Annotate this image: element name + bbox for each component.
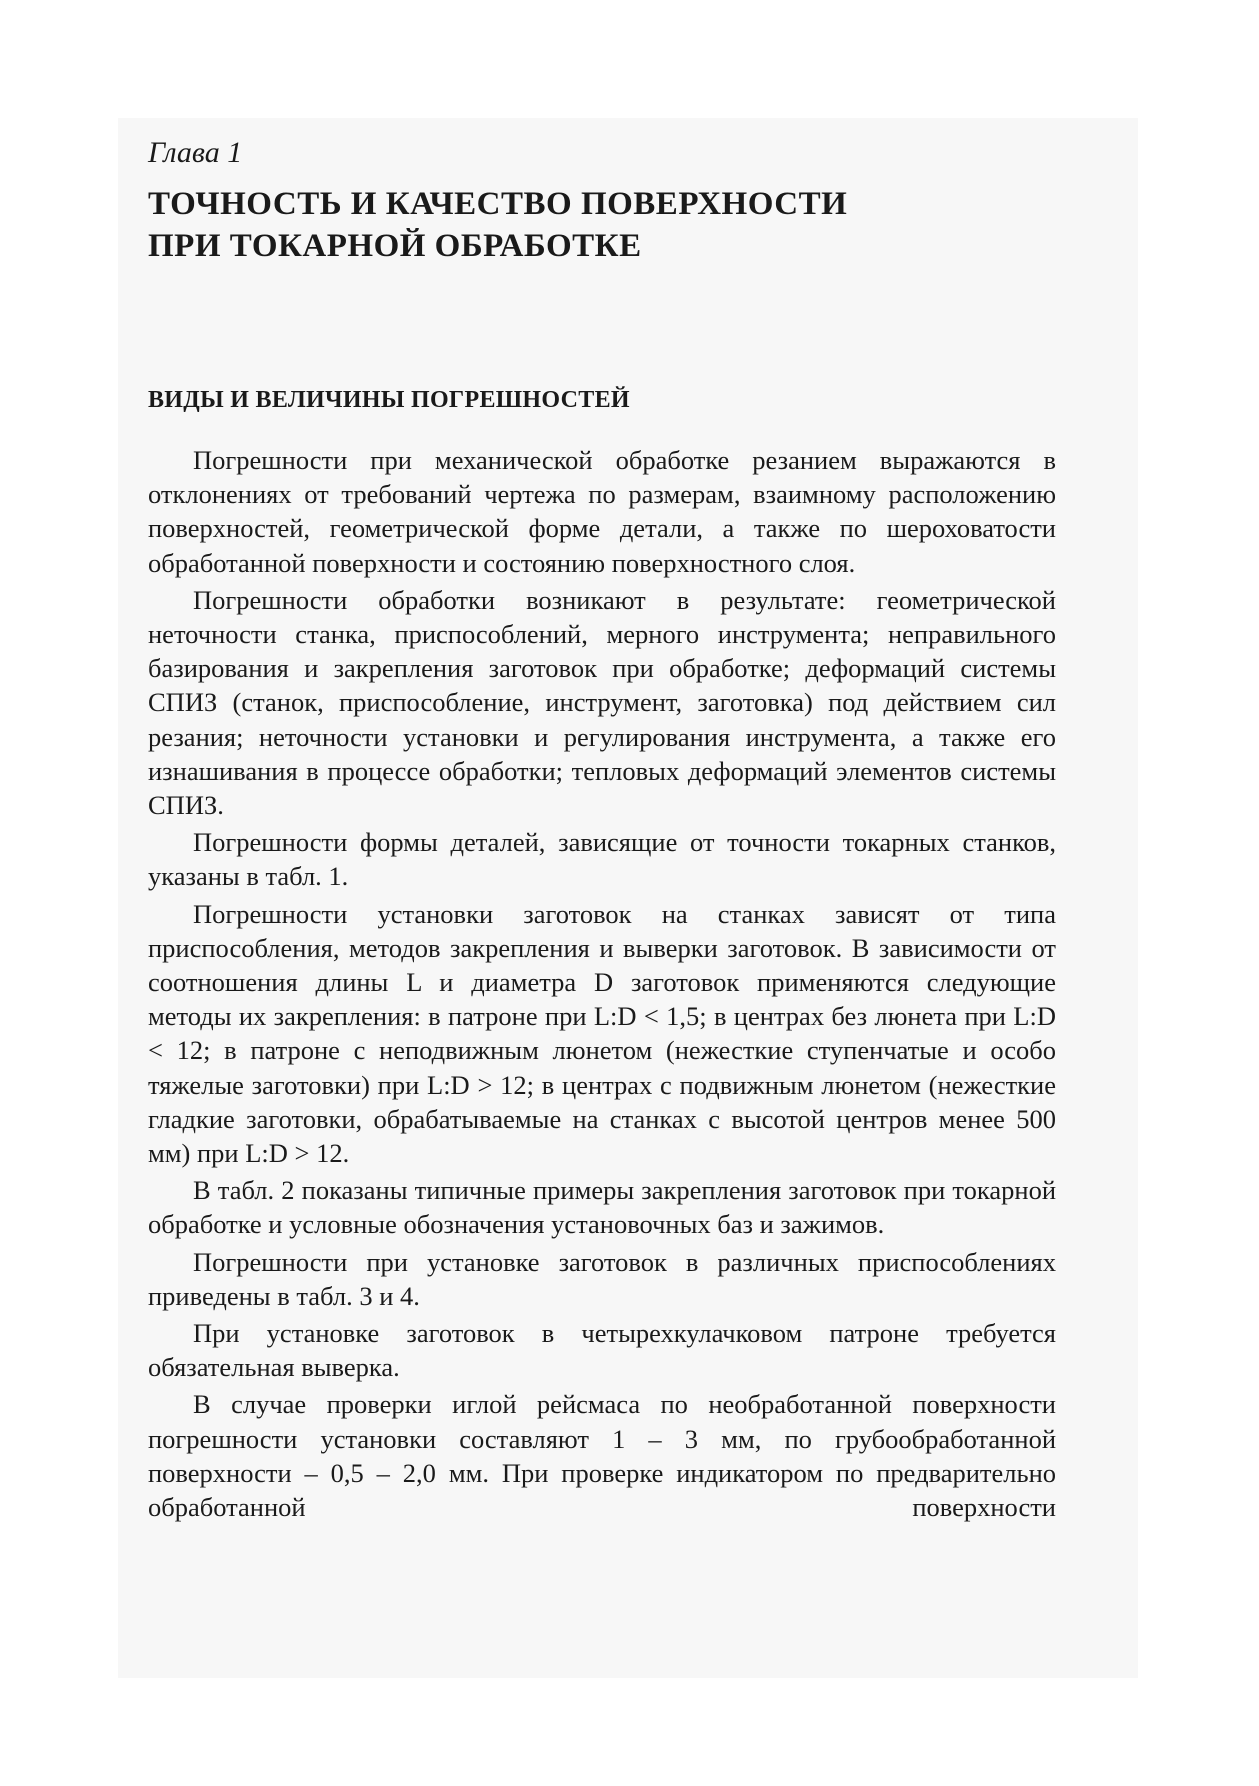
paragraph: В табл. 2 показаны типичные примеры закрепления заготовок при токарной обработке и условные обозначения установочных баз и зажимов. <box>148 1175 1056 1240</box>
chapter-title-line-2: ПРИ ТОКАРНОЙ ОБРАБОТКЕ <box>148 228 642 264</box>
paragraph: Погрешности обработки возникают в результате: геометрической неточности станка, приспособлений, мерного инструмента; неправильного базирования и закрепления заготовок при обработке; деформаций системы СПИЗ (станок, приспособление, инструмент, заготовка) под действием сил резания; неточности установки и регулирования инструмента, а также его изнашивания в процессе обработки; тепловых деформаций элементов системы СПИЗ. <box>148 584 1056 821</box>
paragraph: Погрешности при механической обработке резанием выражаются в отклонениях от требований чертежа по размерам, взаимному расположению поверхностей, геометрической форме детали, а также по шероховатости обработанной поверхности и состоянию поверхностного слоя. <box>148 445 1056 578</box>
paragraph: В случае проверки иглой рейсмаса по необработанной поверхности погрешности установки составляют 1 – 3 мм, по грубообработанной поверхности – 0,5 – 2,0 мм. При проверке индикатором по предварительно обработанной поверхности <box>148 1389 1056 1523</box>
section-heading: ВИДЫ И ВЕЛИЧИНЫ ПОГРЕШНОСТЕЙ <box>148 387 630 413</box>
chapter-title-line-1: ТОЧНОСТЬ И КАЧЕСТВО ПОВЕРХНОСТИ <box>148 186 848 222</box>
paragraph: Погрешности установки заготовок на станках зависят от типа приспособления, методов закрепления и выверки заготовок. В зависимости от соотношения длины L и диаметра D заготовок применяются следующие методы их закрепления: в патроне при L:D < 1,5; в центрах без люнета при L:D < 12; в патроне с неподвижным люнетом (нежесткие ступенчатые и особо тяжелые заготовки) при L:D > 12; в центрах с подвижным люнетом (нежесткие гладкие заготовки, обрабатываемые на станках с высотой центров менее 500 мм) при L:D > 12. <box>148 898 1056 1169</box>
paragraph: Погрешности при установке заготовок в различных приспособлениях приведены в табл. 3 и 4. <box>148 1246 1056 1311</box>
body-text <box>148 443 1056 1527</box>
paragraph: Погрешности формы деталей, зависящие от точности токарных станков, указаны в табл. 1. <box>148 827 1056 892</box>
chapter-label: Глава 1 <box>148 136 243 169</box>
chapter-title <box>148 183 847 267</box>
paragraph: При установке заготовок в четырехкулачковом патроне требуется обязательная выверка. <box>148 1318 1056 1383</box>
